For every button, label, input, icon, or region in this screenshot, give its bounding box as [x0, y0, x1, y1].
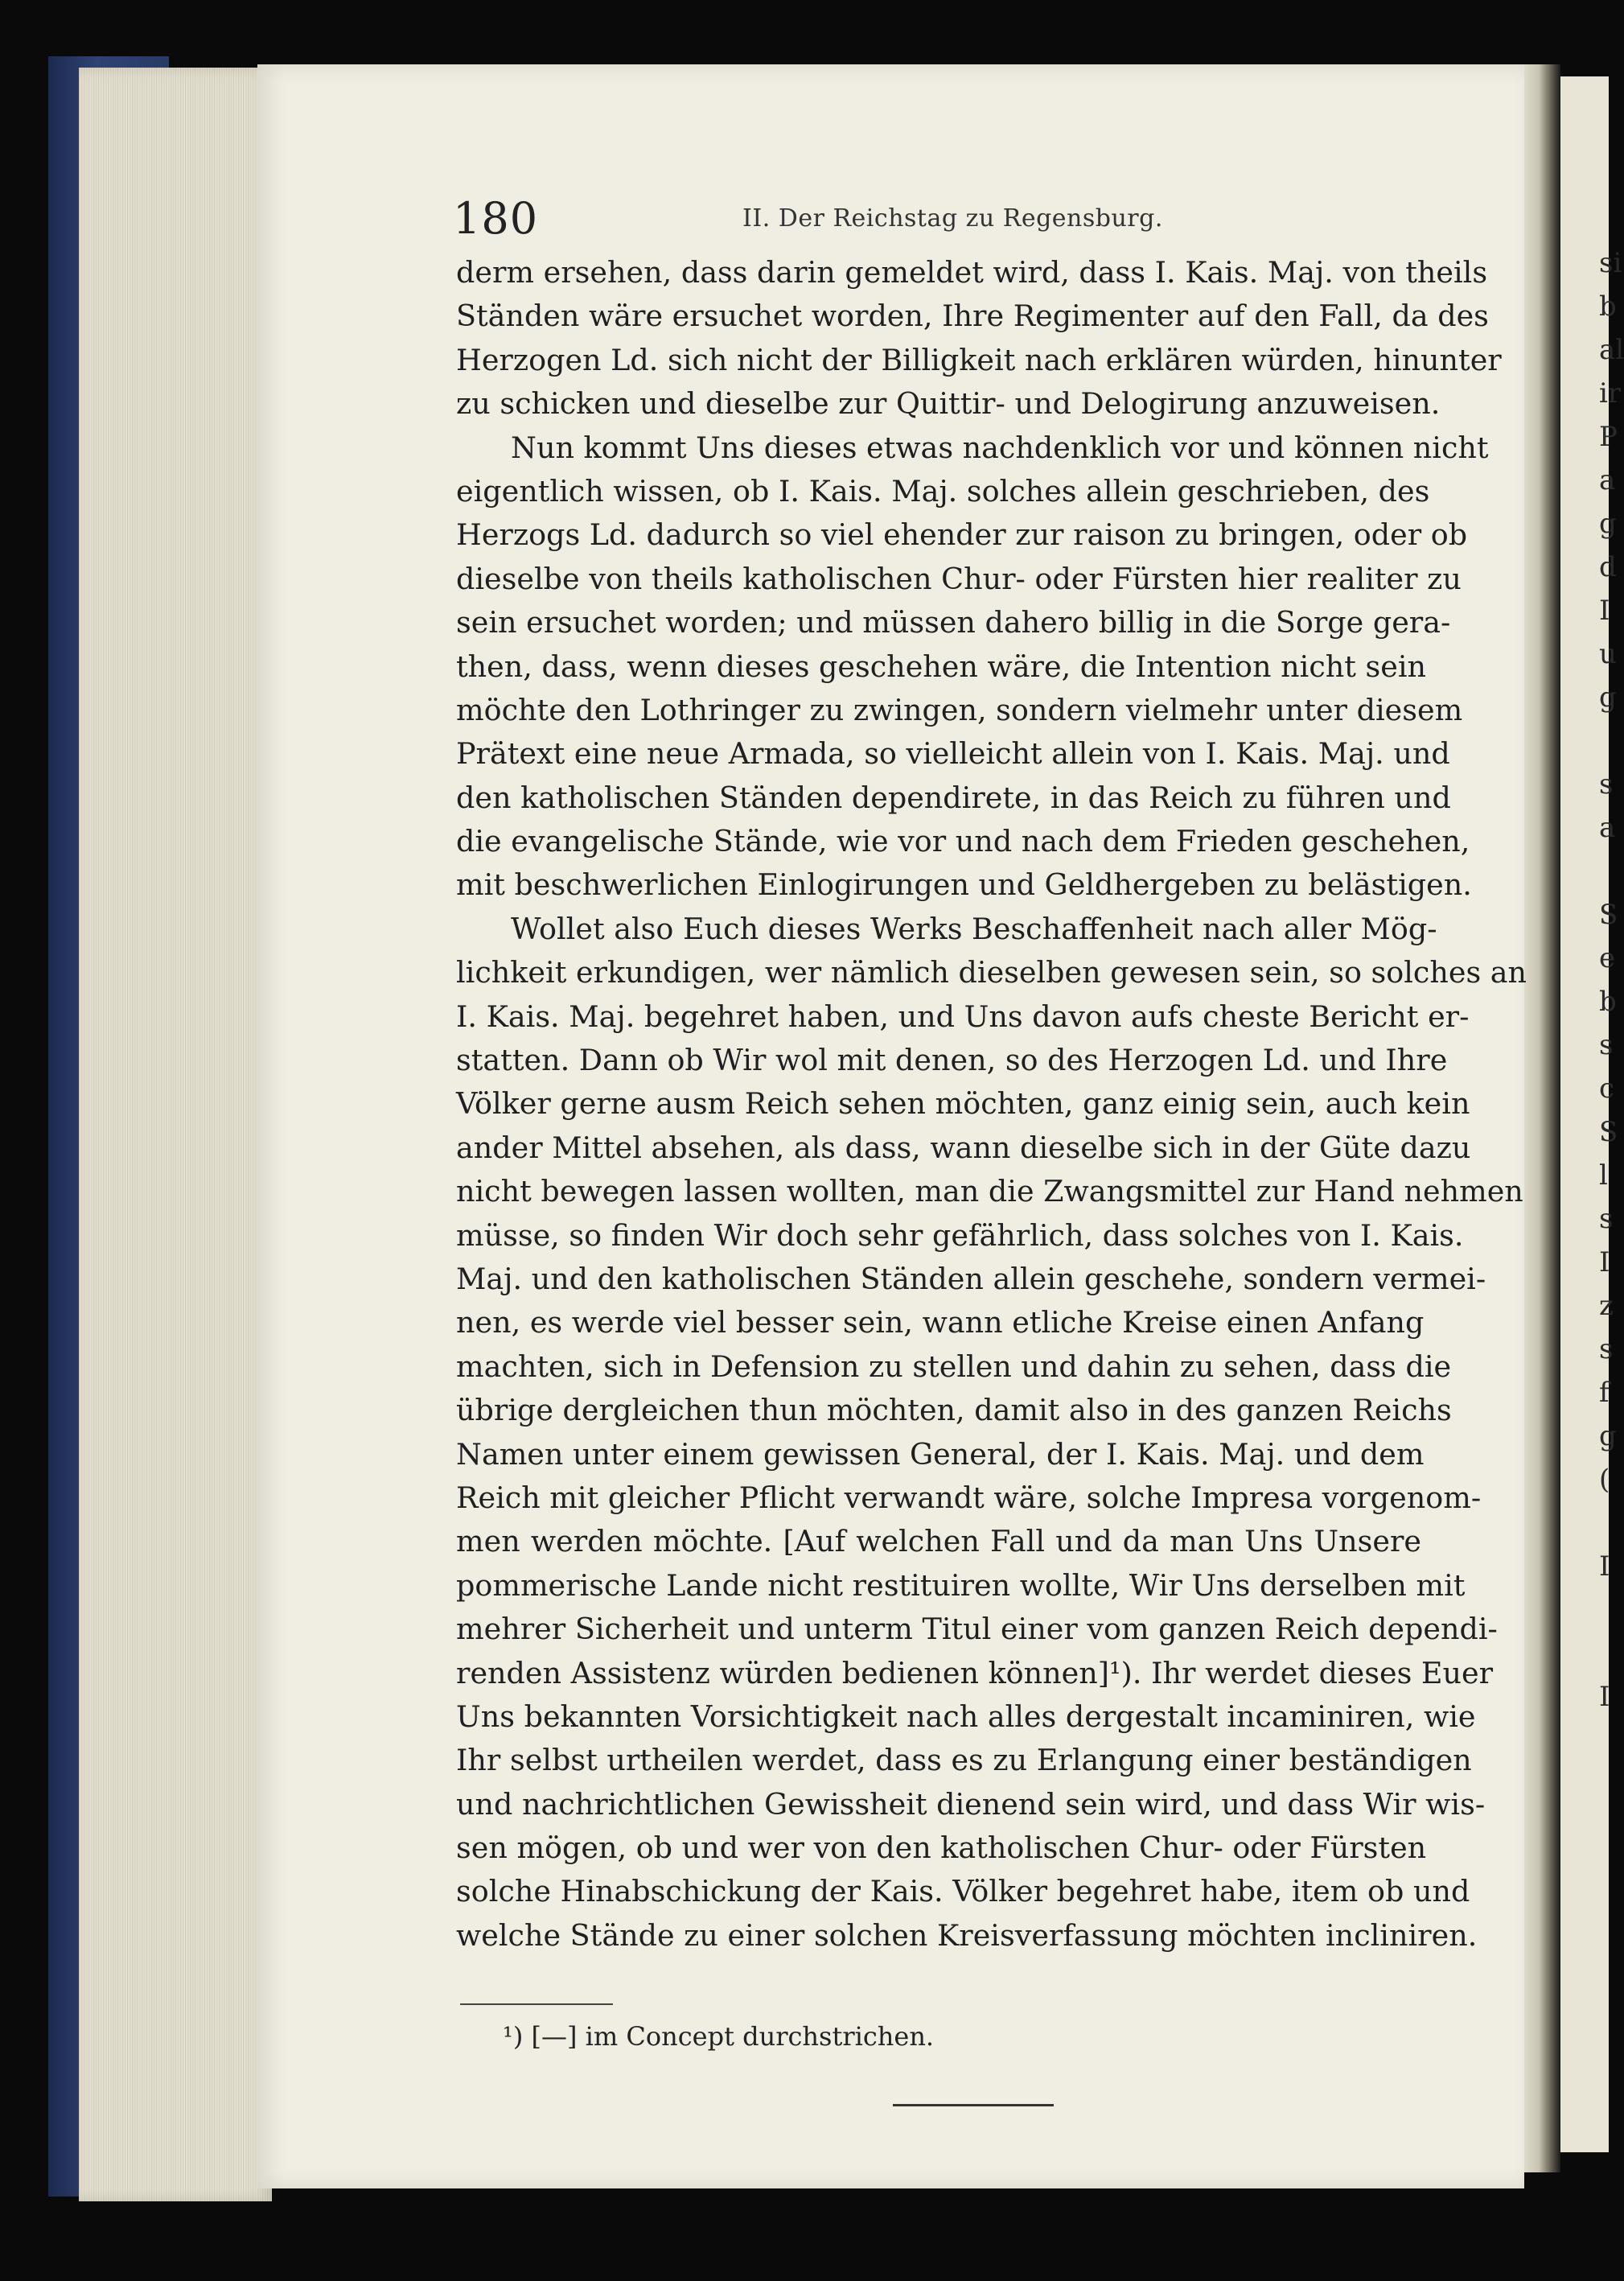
text-line: mehrer Sicherheit und unterm Titul einer vom ganzen Reich dependi-: [456, 1612, 1498, 1647]
facing-page-fragment: d: [1599, 551, 1617, 583]
text-line: machten, sich in Defension zu stellen und dahin zu sehen, dass die: [456, 1348, 1452, 1384]
text-line: solche Hinabschickung der Kais. Völker begehret habe, item ob und: [456, 1874, 1470, 1909]
text-line: sein ersuchet worden; und müssen dahero billig in die Sorge gera-: [456, 605, 1451, 640]
facing-page-fragment: s: [1599, 1203, 1614, 1235]
end-rule: [893, 2104, 1054, 2106]
facing-page-fragment: (: [1599, 1464, 1610, 1496]
facing-page-fragment: al: [1599, 334, 1624, 366]
text-line: Wollet also Euch dieses Werks Beschaffenheit nach aller Mög-: [511, 911, 1437, 946]
facing-page-fragment: S: [1599, 1116, 1618, 1148]
facing-page-fragment: z: [1599, 1290, 1614, 1322]
text-line: Völker gerne ausm Reich sehen möchten, ganz einig sein, auch kein: [456, 1086, 1470, 1122]
text-line: then, dass, wenn dieses geschehen wäre, die Intention nicht sein: [456, 648, 1427, 684]
body-text: [456, 251, 1527, 1958]
facing-page-fragment: S: [1599, 899, 1618, 931]
page-edges: [79, 68, 272, 2201]
facing-page-fragment: ir: [1599, 377, 1622, 410]
text-line: nen, es werde viel besser sein, wann etliche Kreise einen Anfang: [456, 1305, 1425, 1340]
text-line: Uns bekannten Vorsichtigkeit nach alles dergestalt incaminiren, wie: [456, 1698, 1476, 1734]
text-line: derm ersehen, dass darin gemeldet wird, dass I. Kais. Maj. von theils: [456, 255, 1488, 290]
text-line: möchte den Lothringer zu zwingen, sondern vielmehr unter diesem: [456, 692, 1463, 727]
facing-page-fragment: P: [1599, 421, 1618, 453]
text-line: müsse, so finden Wir doch sehr gefährlich, dass solches von I. Kais.: [456, 1217, 1464, 1253]
facing-page-fragment: [1599, 1632, 1609, 1675]
facing-page-fragment: l: [1599, 1159, 1608, 1192]
book-page: [257, 64, 1527, 2188]
text-line: ander Mittel absehen, als dass, wann dieselbe sich in der Güte dazu: [456, 1130, 1471, 1165]
text-line: mit beschwerlichen Einlogirungen und Geldhergeben zu belästigen.: [456, 867, 1472, 903]
facing-page-fragment: g: [1599, 681, 1617, 714]
text-line: statten. Dann ob Wir wol mit denen, so des Herzogen Ld. und Ihre: [456, 1043, 1448, 1078]
text-line: pommerische Lande nicht restituiren wollte, Wir Uns derselben mit: [456, 1567, 1466, 1603]
text-line: den katholischen Ständen dependirete, in das Reich zu führen und: [456, 780, 1451, 815]
facing-page-fragment: a: [1599, 812, 1616, 844]
facing-page-fragment: s: [1599, 768, 1614, 801]
facing-page-fragment: c: [1599, 1073, 1615, 1105]
text-line: lichkeit erkundigen, wer nämlich dieselben gewesen sein, so solches an: [456, 955, 1527, 990]
page-number: 180: [453, 193, 539, 244]
facing-page-fragment: b: [1599, 290, 1617, 323]
facing-page-fragment: g: [1599, 508, 1617, 540]
text-line: Ständen wäre ersuchet worden, Ihre Regimenter auf den Fall, da des: [456, 299, 1489, 334]
footnote-rule: [460, 2003, 613, 2005]
text-line: die evangelische Stände, wie vor und nach dem Frieden geschehen,: [456, 824, 1470, 859]
text-line: zu schicken und dieselbe zur Quittir- und Delogirung anzuweisen.: [456, 386, 1441, 422]
text-line: Herzogen Ld. sich nicht der Billigkeit nach erklären würden, hinunter: [456, 342, 1502, 377]
facing-page-fragment: [1599, 1588, 1609, 1632]
text-line: Reich mit gleicher Pflicht verwandt wäre, solche Impresa vorgenom-: [456, 1480, 1482, 1515]
text-line: übrige dergleichen thun möchten, damit also in des ganzen Reichs: [456, 1393, 1452, 1428]
text-line: Maj. und den katholischen Ständen allein geschehe, sondern vermei-: [456, 1261, 1486, 1296]
facing-page-fragment: a: [1599, 464, 1616, 496]
facing-page-fragment: I: [1599, 1550, 1610, 1583]
running-title: II. Der Reichstag zu Regensburg.: [742, 204, 1163, 233]
facing-page-fragment: u: [1599, 638, 1617, 670]
text-line: eigentlich wissen, ob I. Kais. Maj. solches allein geschrieben, des: [456, 473, 1430, 508]
footnote: ¹) [—] im Concept durchstrichen.: [503, 2021, 935, 2052]
facing-page-fragment: [1599, 850, 1609, 893]
text-line: Herzogs Ld. dadurch so viel ehender zur raison zu bringen, oder ob: [456, 517, 1468, 553]
facing-page-fragment: s: [1599, 1333, 1614, 1365]
text-line: welche Stände zu einer solchen Kreisverfassung möchten incliniren.: [456, 1917, 1478, 1953]
text-line: sen mögen, ob und wer von den katholischen Chur- oder Fürsten: [456, 1830, 1427, 1866]
text-line: renden Assistenz würden bedienen können]¹). Ihr werdet dieses Euer: [456, 1655, 1494, 1690]
text-line: Prätext eine neue Armada, so vielleicht allein von I. Kais. Maj. und: [456, 736, 1450, 772]
text-line: dieselbe von theils katholischen Chur- oder Fürsten hier realiter zu: [456, 561, 1462, 596]
text-line: und nachrichtlichen Gewissheit dienend sein wird, und dass Wir wis-: [456, 1786, 1486, 1822]
facing-page-text: [1599, 241, 1624, 1719]
facing-page-fragment: e: [1599, 942, 1616, 974]
text-line: Nun kommt Uns dieses etwas nachdenklich vor und können nicht: [511, 430, 1489, 465]
facing-page-fragment: [1599, 1501, 1609, 1545]
facing-page-fragment: f: [1599, 1377, 1610, 1409]
facing-page-fragment: [1599, 719, 1609, 763]
facing-page-fragment: I: [1599, 595, 1610, 627]
text-line: men werden möchte. [Auf welchen Fall und da man Uns Unsere: [456, 1524, 1421, 1559]
text-line: nicht bewegen lassen wollten, man die Zwangsmittel zur Hand nehmen: [456, 1174, 1523, 1209]
facing-page-fragment: si: [1599, 247, 1622, 279]
facing-page-fragment: I: [1599, 1681, 1610, 1713]
facing-page-fragment: I: [1599, 1246, 1610, 1278]
facing-page-fragment: b: [1599, 986, 1617, 1018]
text-line: I. Kais. Maj. begehret haben, und Uns davon aufs cheste Bericht er-: [456, 998, 1470, 1034]
facing-page-fragment: g: [1599, 1420, 1617, 1452]
facing-page-fragment: s: [1599, 1029, 1614, 1061]
text-line: Namen unter einem gewissen General, der I. Kais. Maj. und dem: [456, 1436, 1425, 1472]
text-line: Ihr selbst urtheilen werdet, dass es zu Erlangung einer beständigen: [456, 1743, 1472, 1778]
running-head: [453, 185, 1434, 249]
